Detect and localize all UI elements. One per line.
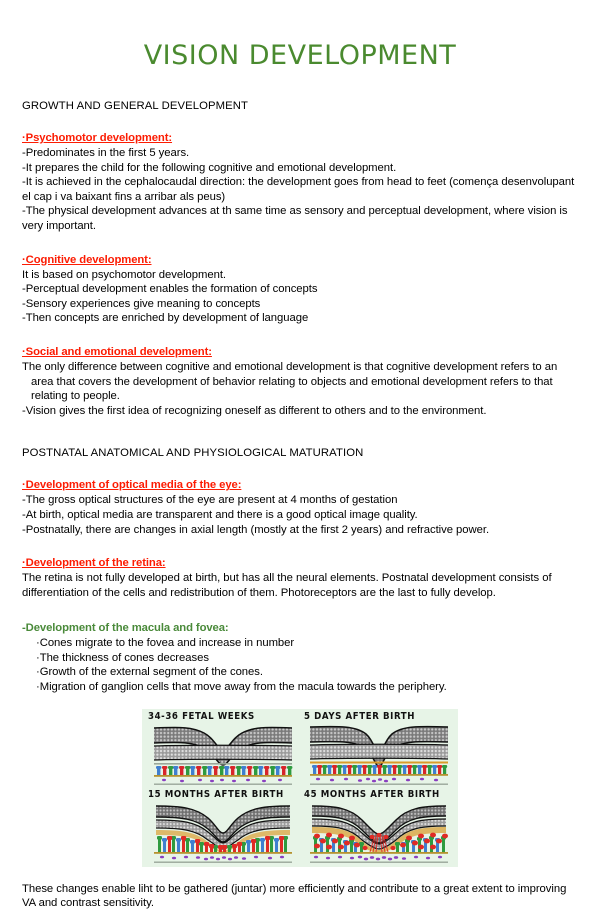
optical-media-line-2: -At birth, optical media are transparent and there is a good optical image quality.	[22, 508, 418, 521]
section-retina	[22, 537, 578, 600]
section-heading-postnatal: POSTNATAL ANATOMICAL AND PHYSIOLOGICAL MATURATION	[22, 447, 364, 460]
figure-panel-15-months	[146, 789, 298, 867]
section-cognitive	[22, 234, 578, 326]
heading-cognitive-development: ·Cognitive development:	[22, 253, 152, 266]
section-social-emotional	[22, 326, 578, 418]
figure-panel-label: 5 DAYS AFTER BIRTH	[304, 710, 416, 722]
retina-line-1: The retina is not fully developed at birth, but has all the neural elements. Postnatal development consists of differentiation of the cells and redistribution of them. Photoreceptors are the last to fully develop.	[22, 572, 552, 599]
figure-panel-label: 34-36 FETAL WEEKS	[148, 710, 255, 722]
figure-wrapper	[22, 709, 578, 867]
heading-psychomotor-development: ·Psychomotor development:	[22, 132, 173, 144]
closing-paragraph: These changes enable liht to be gathered (juntar) more efficiently and contribute to a great extent to improving VA and contrast sensitivity.	[22, 882, 567, 910]
fovea-cross-section-diagram	[152, 724, 294, 786]
figure-panel-45-months	[302, 789, 454, 867]
figure-panel-5-days	[302, 711, 454, 789]
fovea-cross-section-diagram	[308, 802, 450, 864]
figure-panel-label: 15 MONTHS AFTER BIRTH	[148, 788, 284, 800]
psychomotor-line-2: -It prepares the child for the following cognitive and emotional development.	[22, 161, 397, 174]
cognitive-line-3: -Sensory experiences give meaning to concepts	[22, 297, 261, 310]
social-line-2: -Vision gives the first idea of recognizing oneself as different to others and to the environment.	[22, 404, 487, 417]
figure-panel-label: 45 MONTHS AFTER BIRTH	[304, 788, 440, 800]
section-heading-growth: GROWTH AND GENERAL DEVELOPMENT	[22, 100, 249, 112]
heading-macula-fovea: -Development of the macula and fovea:	[22, 622, 229, 635]
macula-bullet-3: ·Growth of the external segment of the cones.	[36, 666, 263, 679]
cognitive-line-2: -Perceptual development enables the formation of concepts	[22, 283, 318, 296]
figure-panel-fetal-weeks	[146, 711, 298, 789]
psychomotor-line-4: -The physical development advances at th same time as sensory and perceptual development, where vision is very important.	[22, 205, 568, 232]
psychomotor-line-3: -It is achieved in the cephalocaudal direction: the development goes from head to feet (comença desenvolupant el cap i va baixant fins a arribar als peus)	[22, 176, 575, 203]
optical-media-line-3: -Postnatally, there are changes in axial length (mostly at the first 2 years) and refractive power.	[22, 523, 490, 536]
social-line-1: The only difference between cognitive and emotional development is that cognitive development refers to an area that covers the development of behavior relating to objects and emotional development refers to that relating to people.	[22, 360, 558, 403]
cognitive-line-4: -Then concepts are enriched by development of language	[22, 312, 309, 325]
psychomotor-line-1: -Predominates in the first 5 years.	[22, 147, 190, 159]
macula-bullet-2: ·The thickness of cones decreases	[36, 651, 209, 664]
heading-optical-media: ·Development of optical media of the eye:	[22, 479, 242, 492]
fovea-development-figure	[142, 709, 458, 867]
macula-bullet-4: ·Migration of ganglion cells that move away from the macula towards the periphery.	[36, 681, 447, 694]
page-title: VISION DEVELOPMENT	[143, 40, 457, 71]
heading-retina-development: ·Development of the retina:	[22, 557, 166, 570]
heading-social-emotional-development: ·Social and emotional development:	[22, 345, 212, 358]
optical-media-line-1: -The gross optical structures of the eye are present at 4 months of gestation	[22, 494, 398, 507]
section-psychomotor	[22, 112, 578, 234]
fovea-cross-section-diagram	[308, 724, 450, 786]
section-macula-fovea	[22, 600, 578, 694]
document-page	[0, 32, 600, 910]
cognitive-line-1: It is based on psychomotor development.	[22, 268, 227, 281]
section-optical-media	[22, 459, 578, 537]
macula-bullet-1: ·Cones migrate to the fovea and increase in number	[36, 637, 295, 650]
fovea-cross-section-diagram	[152, 802, 294, 864]
